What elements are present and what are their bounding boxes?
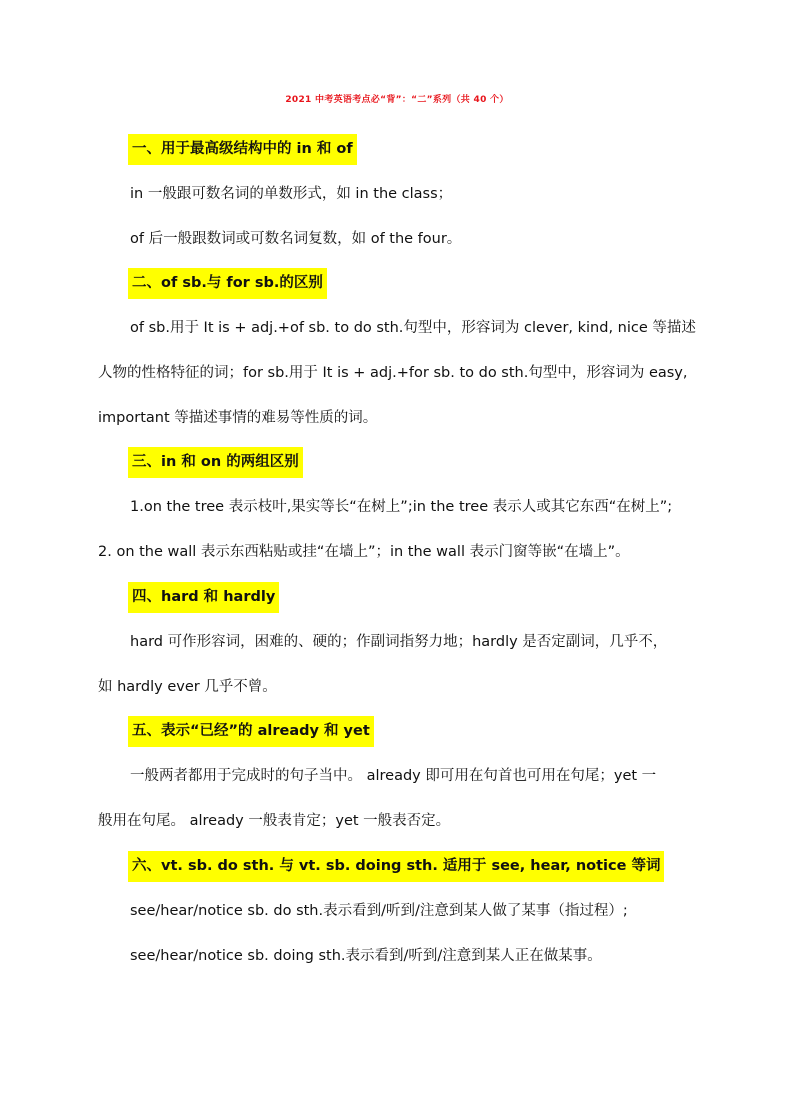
section-5-heading: 五、表示“已经”的 already 和 yet (128, 716, 374, 747)
section-5-line-1: 一般两者都用于完成时的句子当中。 already 即可用在句首也可用在句尾；yet 一 (130, 768, 657, 784)
section-4-heading: 四、hard 和 hardly (128, 582, 279, 613)
section-1-line-1: in 一般跟可数名词的单数形式，如 in the class； (130, 186, 453, 202)
section-2-line-3: important 等描述事情的难易等性质的词。 (98, 410, 378, 426)
section-3-heading: 三、in 和 on 的两组区别 (128, 447, 303, 478)
section-4-line-2: 如 hardly ever 几乎不曾。 (98, 679, 277, 695)
section-2-line-2: 人物的性格特征的词；for sb.用于 It is + adj.+for sb. to do sth.句型中，形容词为 easy, (98, 365, 688, 381)
section-1-heading: 一、用于最高级结构中的 in 和 of (128, 134, 357, 165)
section-4-line-1: hard 可作形容词，困难的、硬的；作副词指努力地；hardly 是否定副词，几乎不， (130, 634, 668, 650)
section-6-line-2: see/hear/notice sb. doing sth.表示看到/听到/注意到某人正在做某事。 (130, 948, 602, 964)
section-6-heading: 六、vt. sb. do sth. 与 vt. sb. doing sth. 适用于 see, hear, notice 等词 (128, 851, 664, 882)
section-2-line-1: of sb.用于 It is + adj.+of sb. to do sth.句型中，形容词为 clever, kind, nice 等描述 (130, 320, 696, 336)
section-2-heading: 二、of sb.与 for sb.的区别 (128, 268, 327, 299)
section-6-line-1: see/hear/notice sb. do sth.表示看到/听到/注意到某人做了某事（指过程）; (130, 903, 628, 919)
section-1-line-2: of 后一般跟数词或可数名词复数，如 of the four。 (130, 231, 462, 247)
section-3-line-2: 2. on the wall 表示东西粘贴或挂“在墙上”；in the wall 表示门窗等嵌“在墙上”。 (98, 544, 630, 560)
section-5-line-2: 般用在句尾。 already 一般表肯定；yet 一般表否定。 (98, 813, 451, 829)
section-3-line-1: 1.on the tree 表示枝叶,果实等长“在树上”;in the tree 表示人或其它东西“在树上”; (130, 499, 673, 515)
page-title: 2021 中考英语考点必“背”：“二”系列（共 40 个） (285, 95, 509, 105)
